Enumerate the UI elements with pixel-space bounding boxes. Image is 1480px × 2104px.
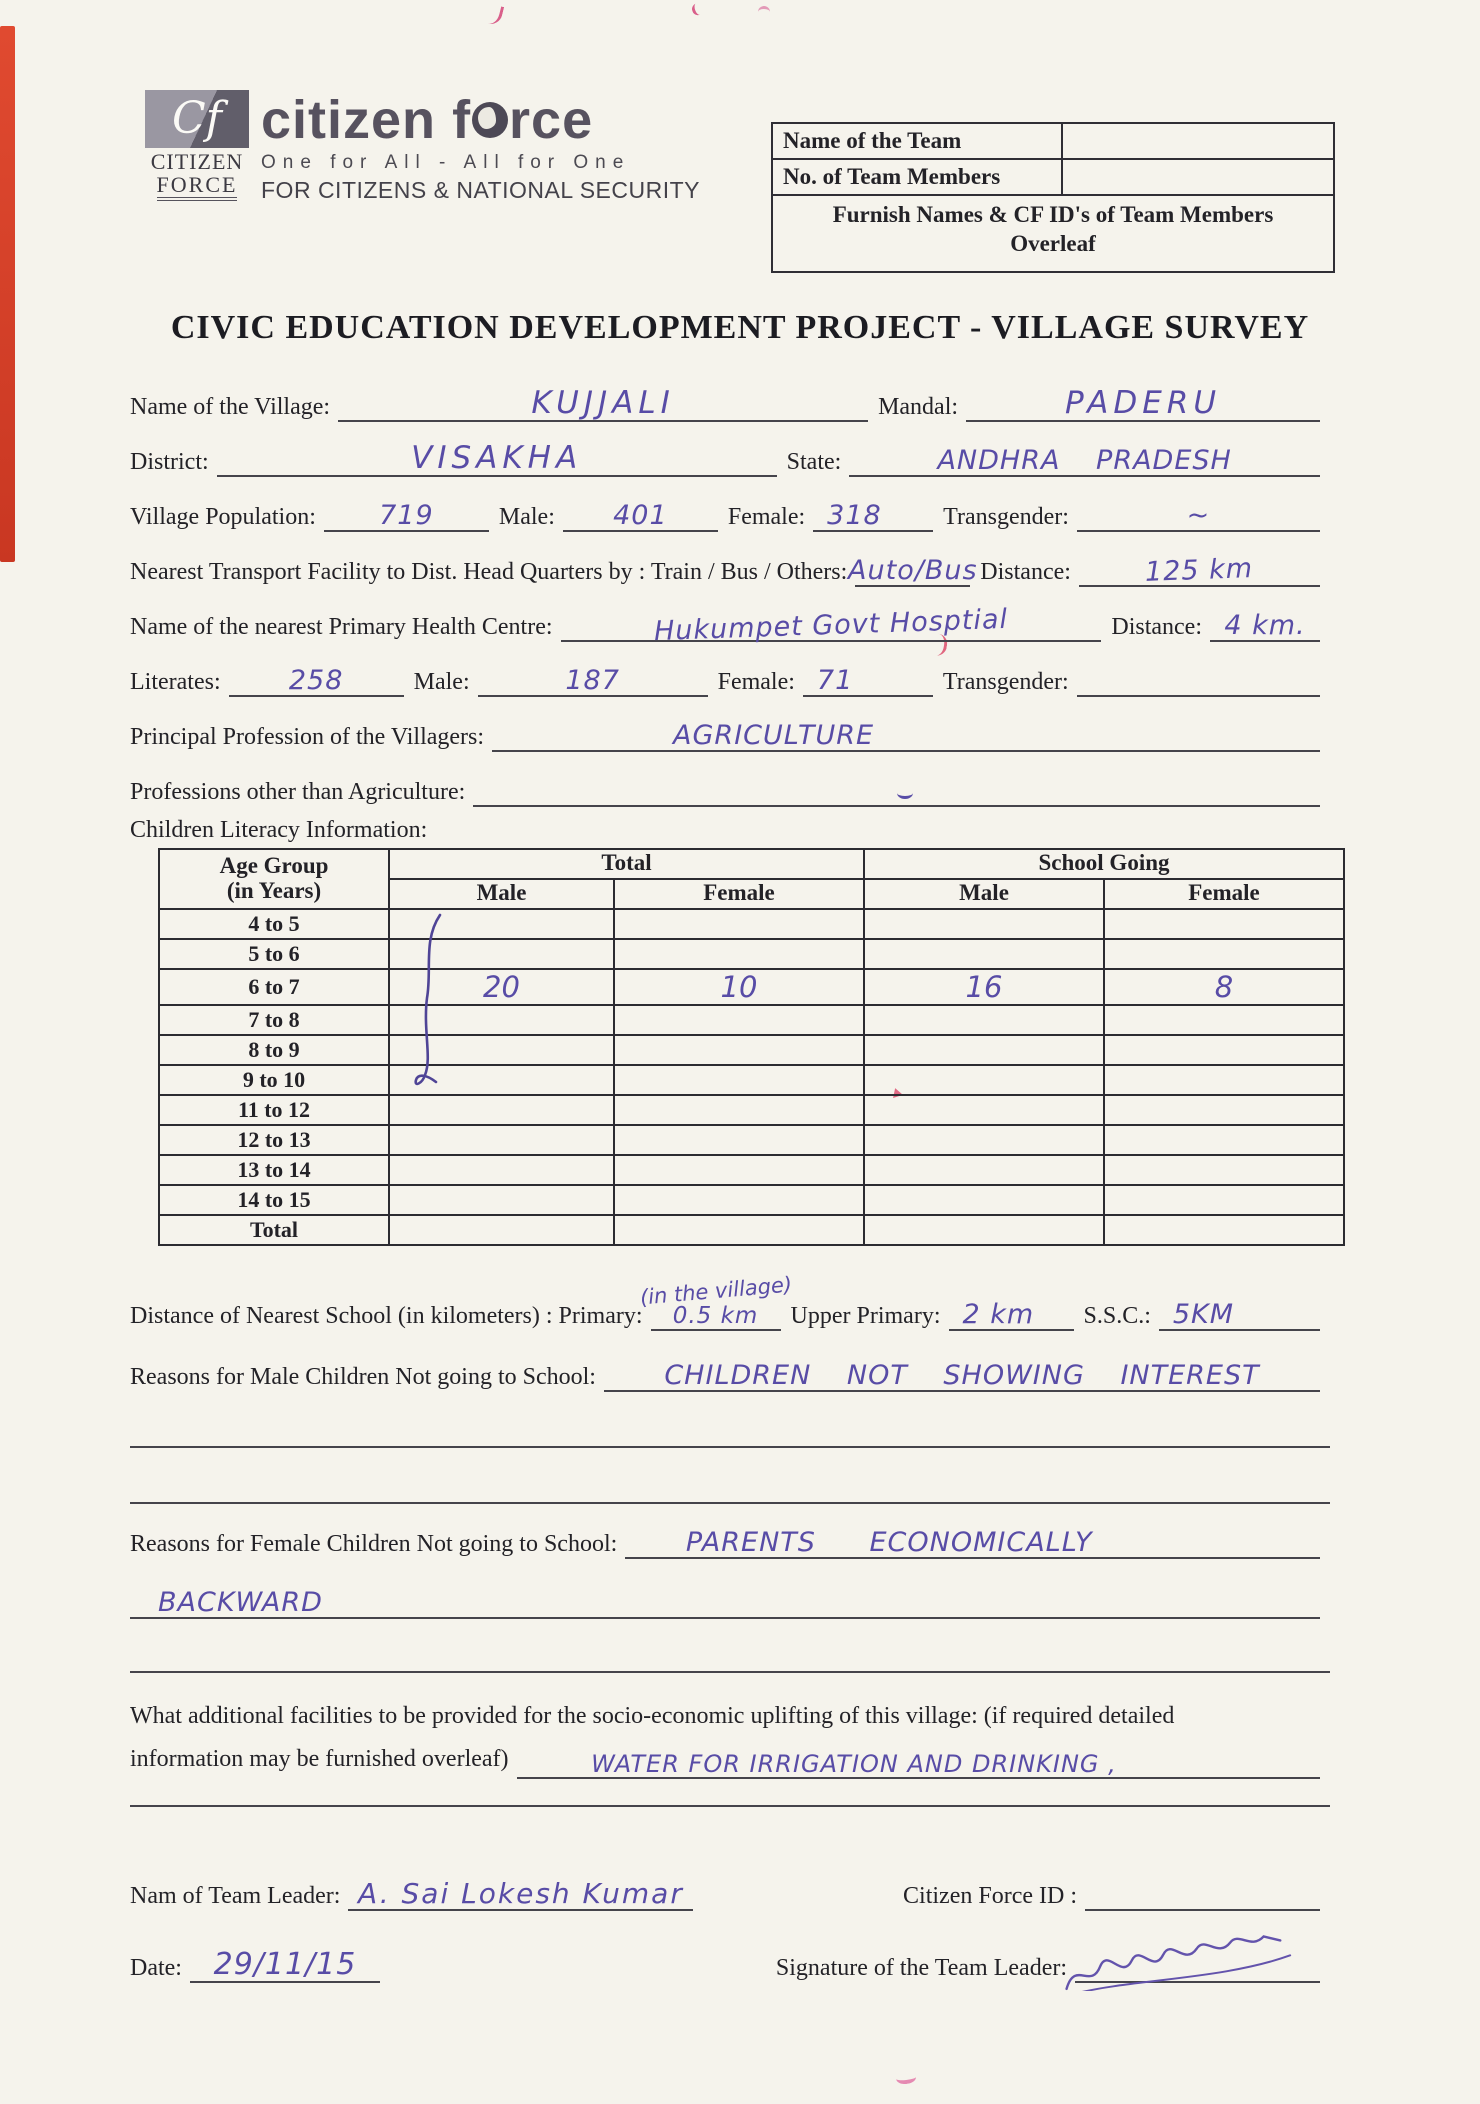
school-male-cell (864, 1065, 1104, 1095)
other-professions-line (473, 775, 1320, 807)
age-cell: 8 to 9 (159, 1035, 389, 1065)
transport-label: Nearest Transport Facility to Dist. Head Quarters by : Train / Bus / Others: (130, 558, 848, 585)
team-box-footnote: Furnish Names & CF ID's of Team Members Overleaf (832, 202, 1274, 256)
stray-ink-mark (758, 6, 770, 19)
leader-label: Nam of Team Leader: (130, 1882, 341, 1909)
total-female-cell: 10 (614, 969, 864, 1005)
org-name-line2: FORCE (157, 173, 238, 201)
age-cell: 6 to 7 (159, 969, 389, 1005)
total-female-cell (614, 1185, 864, 1215)
total-header: Total (389, 849, 864, 879)
signature-line (1075, 1951, 1320, 1983)
school-distance-label: Distance of Nearest School (in kilometers) : Primary: (130, 1302, 643, 1329)
other-professions-row (130, 752, 1330, 807)
age-group-header (159, 849, 389, 909)
form-body (0, 347, 1480, 1983)
population-male-handwriting: 401 (613, 499, 668, 531)
form-title: CIVIC EDUCATION DEVELOPMENT PROJECT - VILLAGE SURVEY (170, 308, 1310, 346)
school-female-cell (1104, 1065, 1344, 1095)
literacy-total-row (159, 1215, 1344, 1245)
signature-label: Signature of the Team Leader: (775, 1954, 1067, 1981)
literacy-row (159, 1125, 1344, 1155)
school-female-cell (1104, 1095, 1344, 1125)
ssc-line (1159, 1299, 1320, 1331)
village-row (130, 367, 1330, 422)
male-label: Male: (413, 668, 470, 695)
literacy-row (159, 1185, 1344, 1215)
reasons-female-line (625, 1527, 1320, 1559)
phc-distance-label: Distance: (1111, 613, 1202, 640)
cf-id-label: Citizen Force ID : (903, 1882, 1077, 1909)
school-male-cell (864, 1095, 1104, 1125)
health-centre-row (130, 587, 1330, 647)
brand-letters-rce: rce (509, 90, 594, 150)
age-cell: 7 to 8 (159, 1005, 389, 1035)
age-cell: 12 to 13 (159, 1125, 389, 1155)
female-label: Female: (717, 668, 795, 695)
reasons-female-label: Reasons for Female Children Not going to School: (130, 1530, 618, 1557)
blank-line (130, 1805, 1330, 1807)
district-field-line (217, 439, 777, 477)
other-professions-label: Professions other than Agriculture: (130, 778, 466, 805)
upper-primary-handwriting: 2 km (962, 1298, 1035, 1330)
total-female-cell (614, 1005, 864, 1035)
transgender-label: Transgender: (943, 503, 1069, 530)
team-name-row (773, 124, 1333, 160)
literates-male-line (478, 665, 708, 697)
primary-distance-handwriting: 0.5 km (672, 1302, 759, 1329)
reasons-female-row-2 (130, 1559, 1330, 1619)
brand-letter-f: f (452, 90, 472, 150)
reasons-male-line (604, 1360, 1320, 1392)
population-transgender-handwriting: ~ (1186, 499, 1211, 531)
mandal-field-line (966, 384, 1320, 422)
literates-field-line (229, 665, 404, 697)
district-value-handwriting: VISAKHA (411, 439, 583, 476)
total-female-cell (614, 1095, 864, 1125)
team-leader-signature (1050, 1929, 1340, 1991)
total-female-cell (614, 1155, 864, 1185)
scan-edge-artifact (0, 26, 15, 562)
age-cell: Total (159, 1215, 389, 1245)
literacy-row (159, 1065, 1344, 1095)
literacy-section-label: Children Literacy Information: (130, 816, 428, 843)
cf-id-line (1085, 1879, 1320, 1911)
ssc-label: S.S.C.: (1083, 1302, 1151, 1329)
population-label: Village Population: (130, 503, 316, 530)
brand-word-citizen: citizen (261, 90, 437, 150)
school-distance-row (130, 1271, 1330, 1331)
school-female-cell (1104, 939, 1344, 969)
profession-row (130, 697, 1330, 752)
cf-monogram-text: Cf (172, 93, 222, 144)
transport-distance-line (1079, 552, 1320, 588)
citizen-force-logo (145, 90, 700, 273)
school-female-header: Female (1104, 879, 1344, 909)
total-male-cell (389, 1095, 614, 1125)
age-cell: 14 to 15 (159, 1185, 389, 1215)
masthead (0, 0, 1480, 273)
team-members-row (773, 160, 1333, 196)
facilities-label-line1: What additional facilities to be provided for the socio-economic uplifting of this village: (if required detailed (130, 1702, 1175, 1729)
health-centre-handwriting: Hukumpet Govt Hosptial (653, 603, 1009, 647)
literates-label: Literates: (130, 668, 221, 695)
mandal-value-handwriting: PADERU (1064, 384, 1222, 421)
cf-emblem (145, 90, 249, 273)
transport-distance-handwriting: 125 km (1144, 552, 1254, 588)
team-members-label: No. of Team Members (773, 160, 1063, 194)
brand-block (261, 90, 700, 273)
village-label: Name of the Village: (130, 393, 331, 420)
facilities-line (517, 1747, 1320, 1779)
transport-distance-label: Distance: (980, 558, 1071, 585)
state-value-handwriting: ANDHRA PRADESH (937, 444, 1232, 476)
school-female-cell (1104, 1185, 1344, 1215)
school-male-cell (864, 1185, 1104, 1215)
stray-ink-mark (897, 787, 913, 799)
age-cell: 5 to 6 (159, 939, 389, 969)
children-literacy-table (158, 848, 1345, 1246)
reasons-female-row (130, 1504, 1330, 1559)
literacy-row (159, 909, 1344, 939)
stray-ink-mark (895, 2071, 916, 2085)
district-row (130, 422, 1330, 477)
total-female-cell (614, 1125, 864, 1155)
facilities-label-line2: information may be furnished overleaf) (130, 1745, 509, 1772)
total-male-cell (389, 1215, 614, 1245)
literates-male-handwriting: 187 (565, 664, 620, 696)
literacy-table-wrap (158, 848, 1330, 1246)
village-value-handwriting: KUJJALI (531, 384, 675, 421)
district-label: District: (130, 448, 209, 475)
upper-primary-label: Upper Primary: (790, 1302, 941, 1329)
blank-line (130, 1446, 1330, 1448)
date-handwriting: 29/11/15 (213, 1946, 357, 1982)
state-field-line (849, 445, 1320, 477)
total-male-cell (389, 1185, 614, 1215)
age-cell: 4 to 5 (159, 909, 389, 939)
leader-row (130, 1853, 1330, 1911)
age-cell: 11 to 12 (159, 1095, 389, 1125)
literacy-row (159, 969, 1344, 1005)
total-female-cell (614, 1065, 864, 1095)
phc-distance-handwriting: 4 km. (1224, 609, 1306, 641)
school-going-header: School Going (864, 849, 1344, 879)
age-header-line1: Age Group (219, 853, 329, 879)
literacy-header-row-1 (159, 849, 1344, 879)
profession-handwriting: AGRICULTURE (673, 719, 875, 751)
date-line (190, 1946, 380, 1983)
literates-female-handwriting: 71 (816, 664, 854, 696)
village-field-line (338, 384, 868, 422)
school-female-cell: 8 (1104, 969, 1344, 1005)
reasons-male-row (130, 1337, 1330, 1392)
reasons-female-handwriting-1: PARENTS ECONOMICALLY (685, 1526, 1093, 1558)
in-village-annotation: (in the village) (638, 1271, 793, 1310)
date-signature-row (130, 1925, 1330, 1983)
population-row (130, 477, 1330, 532)
facilities-handwriting: WATER FOR IRRIGATION AND DRINKING , (591, 1749, 1117, 1778)
reasons-female-handwriting-2: BACKWARD (158, 1586, 323, 1618)
total-male-cell: 20 (389, 969, 614, 1005)
brand-tagline: One for All - All for One (261, 152, 631, 173)
school-male-cell (864, 1035, 1104, 1065)
team-name-label: Name of the Team (773, 124, 1063, 158)
cf-monogram-icon (145, 90, 249, 148)
date-label: Date: (130, 1954, 182, 1981)
team-info-box (771, 122, 1335, 273)
total-female-header: Female (614, 879, 864, 909)
school-male-cell (864, 1215, 1104, 1245)
mandal-label: Mandal: (878, 393, 959, 420)
total-male-cell (389, 1125, 614, 1155)
state-label: State: (786, 448, 842, 475)
literacy-row (159, 1005, 1344, 1035)
total-female-cell (614, 909, 864, 939)
primary-distance-line (638, 1271, 793, 1331)
age-cell: 13 to 14 (159, 1155, 389, 1185)
school-female-cell (1104, 1215, 1344, 1245)
org-name-line1: CITIZEN (150, 149, 244, 174)
literates-value-handwriting: 258 (288, 664, 344, 696)
female-label: Female: (727, 503, 806, 530)
brand-subtitle: FOR CITIZENS & NATIONAL SECURITY (261, 177, 700, 203)
population-female-line (813, 500, 933, 532)
population-transgender-line (1077, 500, 1320, 532)
reasons-male-label: Reasons for Male Children Not going to School: (130, 1363, 596, 1390)
total-female-cell (614, 1215, 864, 1245)
population-field-line (324, 500, 489, 532)
ink-brace-mark (410, 912, 454, 1094)
literates-row (130, 642, 1330, 697)
reasons-male-handwriting: CHILDREN NOT SHOWING INTEREST (664, 1359, 1260, 1391)
school-female-cell (1104, 1005, 1344, 1035)
literacy-row (159, 1035, 1344, 1065)
school-male-cell (864, 1155, 1104, 1185)
profession-label: Principal Profession of the Villagers: (130, 723, 485, 750)
leader-name-line (348, 1876, 693, 1911)
school-male-cell (864, 909, 1104, 939)
total-male-header: Male (389, 879, 614, 909)
transgender-label: Transgender: (942, 668, 1069, 695)
school-female-cell (1104, 909, 1344, 939)
school-female-cell (1104, 1155, 1344, 1185)
literates-transgender-line (1077, 665, 1320, 697)
literacy-row (159, 1155, 1344, 1185)
population-female-handwriting: 318 (827, 499, 882, 531)
transport-field-line (848, 554, 978, 587)
health-centre-line (561, 603, 1102, 647)
school-female-cell (1104, 1125, 1344, 1155)
school-male-cell: 16 (864, 969, 1104, 1005)
school-male-cell (864, 1125, 1104, 1155)
upper-primary-line (949, 1299, 1074, 1331)
population-male-line (563, 500, 718, 532)
school-female-cell (1104, 1035, 1344, 1065)
reasons-female-line-2 (130, 1587, 1320, 1619)
literates-female-line (803, 665, 933, 697)
ssc-handwriting: 5KM (1172, 1298, 1235, 1330)
team-members-value-cell (1063, 160, 1333, 194)
phc-distance-line (1210, 610, 1320, 642)
total-female-cell (614, 1035, 864, 1065)
school-male-header: Male (864, 879, 1104, 909)
globe-icon (472, 102, 508, 138)
total-female-cell (614, 939, 864, 969)
profession-line (492, 720, 1320, 752)
blank-line (130, 1671, 1330, 1673)
team-name-value-cell (1063, 124, 1333, 158)
male-label: Male: (498, 503, 555, 530)
school-male-cell (864, 939, 1104, 969)
facilities-paragraph (130, 1697, 1330, 1779)
literacy-row (159, 1095, 1344, 1125)
health-centre-label: Name of the nearest Primary Health Centre: (130, 613, 553, 640)
brand-wordmark (261, 92, 700, 148)
transport-value-handwriting: Auto/Bus (848, 554, 978, 586)
facilities-row (130, 1735, 1330, 1779)
school-male-cell (864, 1005, 1104, 1035)
age-header-line2: (in Years) (226, 877, 322, 903)
population-value-handwriting: 719 (379, 499, 434, 531)
literacy-row (159, 939, 1344, 969)
leader-name-handwriting: A. Sai Lokesh Kumar (358, 1876, 684, 1910)
transport-row (130, 532, 1330, 587)
age-cell: 9 to 10 (159, 1065, 389, 1095)
total-male-cell (389, 1155, 614, 1185)
